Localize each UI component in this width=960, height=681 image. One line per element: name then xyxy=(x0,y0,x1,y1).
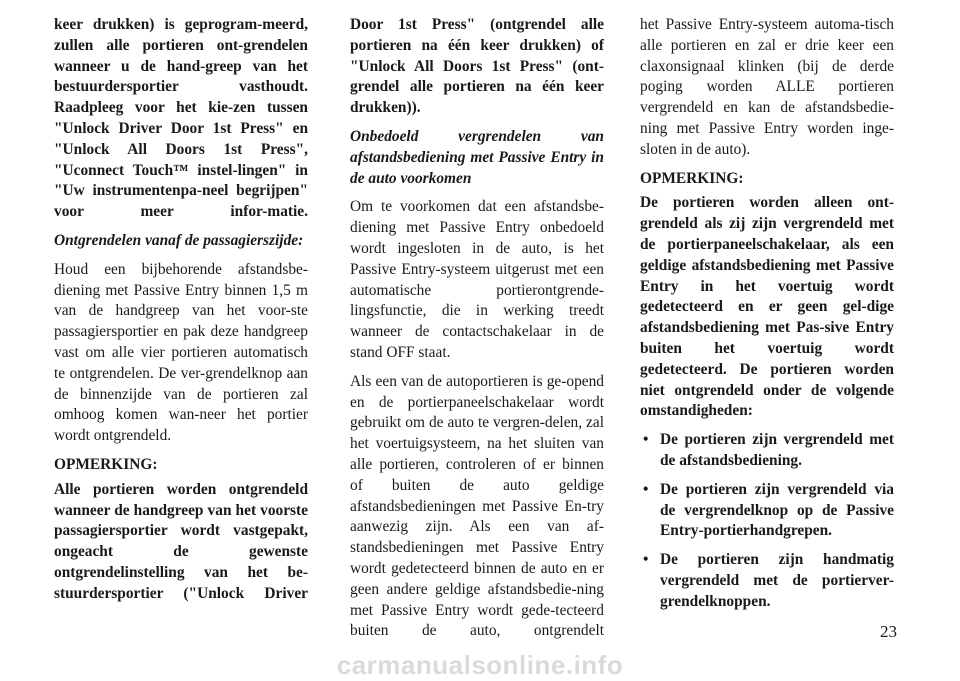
note-text: Alle portieren worden ontgrendeld wanneer de handgreep van het voorste passagiersportier wordt vastgepakt, ongeacht de gewenste ontgrendelinstelling van het be-stuurdersportier ("Unlock Driver xyxy=(54,480,308,602)
paragraph-passenger-unlock: Houd een bijbehorende afstandsbe-diening met Passive Entry binnen 1,5 m van de handgreep van het voor-ste passagiersportier en pak deze handgreep vast om alle vier portieren automatisch te ontgrendelen. De ver-grendelknop aan de binnenzijde van de portieren zal omhoog komen wan-neer het portier wordt ontgrendeld. xyxy=(54,260,308,445)
paragraph-horn-signal: het Passive Entry-systeem automa-tisch alle portieren en zal er drie keer een claxonsignaal klinken (bij de derde poging worden ALLE portieren vergrendeld en kan de afstandsbedie-ning met Passive Entry worden inge-sloten in de auto). xyxy=(640,16,894,158)
list-item: • De portieren zijn handmatig vergrendeld met de portierver-grendelknoppen. xyxy=(640,550,894,612)
list-item: • De portieren zijn vergrendeld met de afstandsbediening. xyxy=(640,430,894,472)
heading-unlock-passenger-side: Ontgrendelen vanaf de passagierszijde: xyxy=(54,231,304,249)
list-item: • De portieren zijn vergrendeld via de vergrendelknop op de Passive Entry-portierhandgrepen. xyxy=(640,480,894,542)
heading-prevent-lockin: Onbedoeld vergrendelen van afstandsbediening met Passive Entry in de auto voorkomen xyxy=(350,127,604,187)
paragraph-continued: Door 1st Press" (ontgrendel alle portieren na één keer drukken) of "Unlock All Doors 1st Press" (ont-grendel alle portieren na één keer drukken)). xyxy=(350,16,604,117)
watermark: carmanualsonline.info xyxy=(336,650,624,680)
column-right xyxy=(640,15,894,621)
column-middle xyxy=(350,15,604,650)
paragraph-intro: keer drukken) is geprogram-meerd, zullen alle portieren ont-grendelen wanneer u de hand-greep van het bestuurdersportier vasthoudt. Raadpleeg voor het kie-zen tussen "Unlock Driver Door 1st Press" en "Unlock All Doors 1st Press", "Uconnect Touch™ instel-lingen" in "Uw instrumentenpa-neel begrijpen" voor meer infor-matie. xyxy=(54,16,308,221)
note-text: De portieren worden alleen ont-grendeld als zij zijn vergrendeld met de portierpaneelschakelaar, als een geldige afstandsbediening met Passive Entry in het voertuig wordt gedetecteerd en er geen gel-dige afstandsbediening met Pas-sive Entry buiten het voertuig wordt gedetecteerd. De portieren worden niet ontgrendeld onder de volgende omstandigheden: xyxy=(640,194,894,420)
paragraph-auto-unlock: Om te voorkomen dat een afstandsbe-diening met Passive Entry onbedoeld wordt ingesloten in de auto, is het Passive Entry-systeem uitgerust met een automatische portierontgrende-lingsfunctie, die in werking treedt wanneer de contactschakelaar in de stand OFF staat. xyxy=(350,198,604,361)
note-label: OPMERKING: xyxy=(54,455,158,473)
conditions-list xyxy=(640,430,894,612)
paragraph-detection: Als een van de autoportieren is ge-opend en de portierpaneelschakelaar wordt gebruikt om de auto te vergren-delen, zal het voertuigsysteem, na het sluiten van alle portieren, controleren of er binnen of buiten de auto geldige afstandsbedieningen met Passive En-try aanwezig zijn. Als een van af-standsbedieningen met Passive Entry wordt gedetecteerd binnen de auto en er geen andere geldige afstandsbedie-ning met Passive Entry wordt gede-tecteerd buiten de auto, ontgrendelt xyxy=(350,372,604,640)
page-number: 23 xyxy=(880,622,897,641)
column-left xyxy=(54,15,308,613)
note-label: OPMERKING: xyxy=(640,169,744,187)
